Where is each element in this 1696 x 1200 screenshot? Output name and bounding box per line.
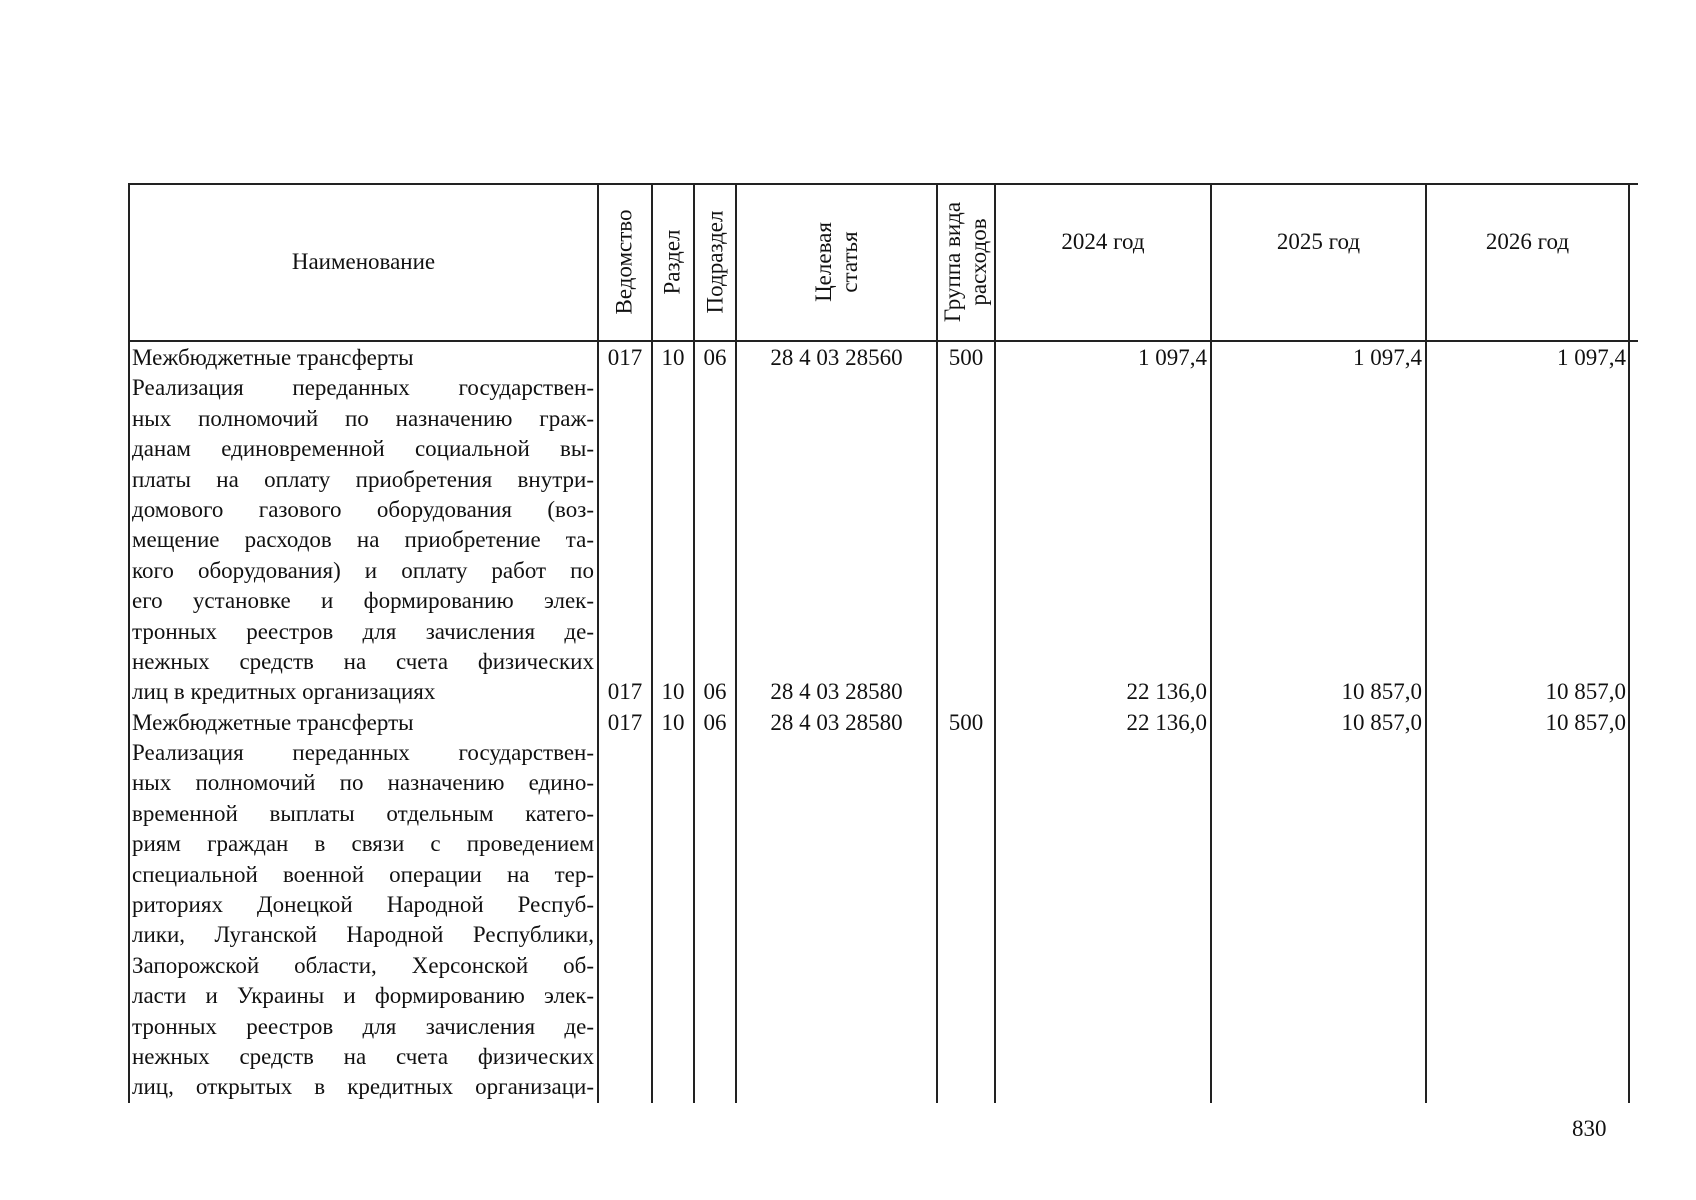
name-line: риториях Донецкой Народной Респуб- bbox=[132, 892, 594, 918]
cell-2024: 1 097,4 bbox=[1138, 345, 1207, 370]
cell-2024: 22 136,0 bbox=[1126, 679, 1207, 704]
cell-group: 500 bbox=[948, 710, 984, 735]
cell-target: 28 4 03 28560 bbox=[770, 345, 903, 370]
name-line: лики, Луганской Народной Республики, bbox=[132, 922, 594, 948]
header-dept: Ведомство bbox=[612, 208, 637, 315]
cell-2025: 1 097,4 bbox=[1353, 345, 1422, 370]
header-2025: 2025 год bbox=[1276, 229, 1361, 254]
name-line: лиц в кредитных организациях bbox=[132, 679, 436, 705]
name-line: Запорожской области, Херсонской об- bbox=[132, 952, 594, 978]
name-line: тронных реестров для зачисления де- bbox=[132, 1013, 594, 1039]
column-divider bbox=[1628, 183, 1630, 1103]
name-line: ласти и Украины и формированию элек- bbox=[132, 983, 594, 1009]
name-line: домового газового оборудования (воз- bbox=[132, 496, 594, 522]
name-line: его установке и формированию элек- bbox=[132, 588, 594, 614]
cell-dept: 017 bbox=[607, 679, 643, 704]
name-line: риям граждан в связи с проведением bbox=[132, 831, 594, 857]
name-line: Реализация переданных государствен- bbox=[132, 740, 594, 766]
header-section: Раздел bbox=[660, 228, 685, 295]
cell-subsection: 06 bbox=[703, 710, 727, 735]
cell-section: 10 bbox=[661, 710, 685, 735]
name-line: Реализация переданных государствен- bbox=[132, 375, 594, 401]
name-line: мещение расходов на приобретение та- bbox=[132, 527, 594, 553]
cell-2025: 10 857,0 bbox=[1341, 710, 1422, 735]
header-target: Целевая статья bbox=[810, 221, 862, 302]
header-subsection: Подраздел bbox=[702, 210, 728, 313]
cell-2026: 10 857,0 bbox=[1545, 679, 1626, 704]
header-group: Группа вида расходов bbox=[940, 201, 992, 322]
name-line: данам единовременной социальной вы- bbox=[132, 436, 594, 462]
cell-dept: 017 bbox=[607, 345, 643, 370]
page-number: 830 bbox=[1572, 1116, 1607, 1141]
cell-group: 500 bbox=[948, 345, 984, 370]
budget-table bbox=[128, 183, 1638, 1103]
cell-2024: 22 136,0 bbox=[1126, 710, 1207, 735]
name-line: тронных реестров для зачисления де- bbox=[132, 618, 594, 644]
name-line: нежных средств на счета физических bbox=[132, 1043, 594, 1069]
name-line: специальной военной операции на тер- bbox=[132, 861, 594, 887]
cell-2026: 1 097,4 bbox=[1557, 345, 1626, 370]
header-name: Наименование bbox=[291, 248, 436, 274]
cell-2025: 10 857,0 bbox=[1341, 679, 1422, 704]
cell-target: 28 4 03 28580 bbox=[770, 710, 903, 735]
name-line: временной выплаты отдельным катего- bbox=[132, 800, 594, 826]
header-bottom-border bbox=[128, 340, 1638, 342]
header-2024: 2024 год bbox=[1061, 229, 1145, 254]
name-line: Межбюджетные трансферты bbox=[132, 345, 414, 370]
cell-2026: 10 857,0 bbox=[1545, 710, 1626, 735]
cell-dept: 017 bbox=[607, 710, 643, 735]
name-line: ных полномочий по назначению едино- bbox=[132, 770, 594, 796]
header-2026: 2026 год bbox=[1485, 229, 1570, 254]
name-line: ных полномочий по назначению граж- bbox=[132, 405, 594, 431]
name-column-text bbox=[132, 343, 594, 1103]
name-line: нежных средств на счета физических bbox=[132, 648, 594, 674]
name-line: платы на оплату приобретения внутри- bbox=[132, 466, 594, 492]
cell-section: 10 bbox=[661, 345, 685, 370]
cell-subsection: 06 bbox=[703, 345, 727, 370]
name-line: лиц, открытых в кредитных организаци- bbox=[132, 1074, 594, 1100]
name-line: кого оборудования) и оплату работ по bbox=[132, 557, 594, 583]
cell-subsection: 06 bbox=[703, 679, 727, 704]
name-line: Межбюджетные трансферты bbox=[132, 709, 414, 735]
cell-target: 28 4 03 28580 bbox=[770, 679, 903, 704]
cell-section: 10 bbox=[661, 679, 685, 704]
